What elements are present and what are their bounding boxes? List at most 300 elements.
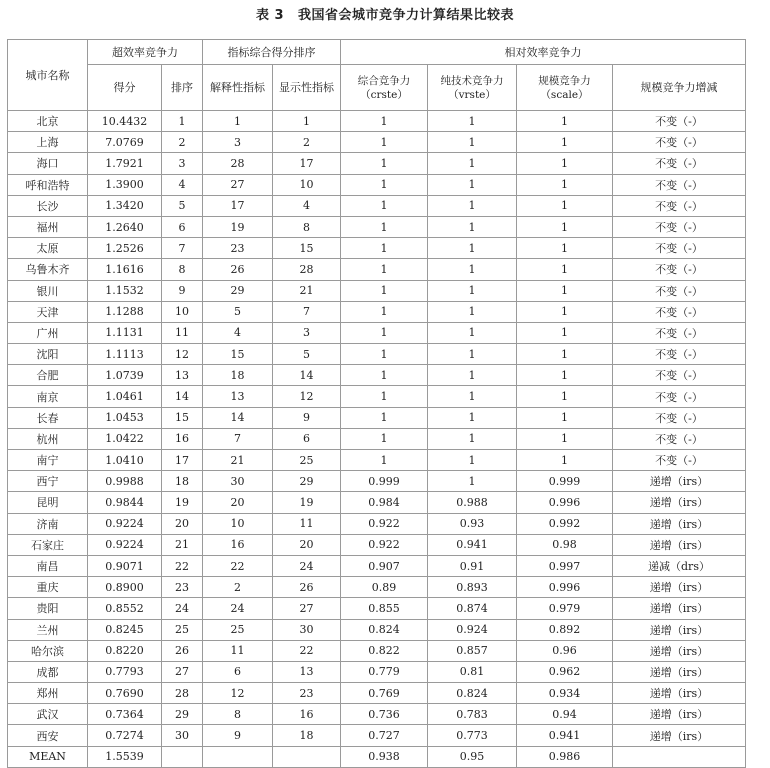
display-rank-cell: 30 (273, 619, 341, 640)
display-rank-cell: 24 (273, 555, 341, 576)
city-cell: 海口 (8, 153, 88, 174)
rank-cell: 23 (162, 577, 203, 598)
rank-cell: 26 (162, 640, 203, 661)
scale-change-cell: 递增（irs） (613, 661, 746, 682)
vrste-cell: 1 (428, 471, 517, 492)
city-cell: 西宁 (8, 471, 88, 492)
score-cell: 1.0410 (88, 450, 162, 471)
vrste-cell: 1 (428, 238, 517, 259)
rank-cell: 28 (162, 683, 203, 704)
display-rank-cell: 18 (273, 725, 341, 746)
scale-change-cell: 不变（-） (613, 428, 746, 449)
table-row (8, 301, 746, 322)
vrste-cell: 1 (428, 428, 517, 449)
display-rank-cell: 10 (273, 174, 341, 195)
table-row (8, 174, 746, 195)
explanatory-rank-cell: 23 (203, 238, 273, 259)
display-rank-cell: 21 (273, 280, 341, 301)
display-rank-cell: 13 (273, 661, 341, 682)
explanatory-rank-cell: 8 (203, 704, 273, 725)
crste-cell: 0.907 (341, 555, 428, 576)
crste-cell: 0.984 (341, 492, 428, 513)
rank-cell: 16 (162, 428, 203, 449)
explanatory-rank-cell: 11 (203, 640, 273, 661)
explanatory-rank-cell: 19 (203, 216, 273, 237)
scale-change-cell: 递减（drs） (613, 555, 746, 576)
table-row (8, 619, 746, 640)
scale-change-cell: 不变（-） (613, 153, 746, 174)
scale-change-cell: 递增（irs） (613, 725, 746, 746)
scale-change-cell (613, 746, 746, 767)
scale-cell: 1 (517, 153, 613, 174)
rank-cell: 21 (162, 534, 203, 555)
table-row (8, 598, 746, 619)
scale-change-cell: 不变（-） (613, 174, 746, 195)
score-cell: 1.0739 (88, 365, 162, 386)
explanatory-rank-cell: 6 (203, 661, 273, 682)
scale-cell: 1 (517, 386, 613, 407)
crste-cell: 1 (341, 259, 428, 280)
city-cell: 石家庄 (8, 534, 88, 555)
crste-cell: 1 (341, 280, 428, 301)
header-scale-change: 规模竞争力增减 (613, 65, 746, 111)
scale-cell: 0.962 (517, 661, 613, 682)
crste-cell: 0.779 (341, 661, 428, 682)
rank-cell: 13 (162, 365, 203, 386)
rank-cell: 30 (162, 725, 203, 746)
crste-cell: 1 (341, 174, 428, 195)
vrste-cell: 1 (428, 301, 517, 322)
explanatory-rank-cell: 3 (203, 132, 273, 153)
table-row (8, 344, 746, 365)
scale-cell: 0.999 (517, 471, 613, 492)
rank-cell: 15 (162, 407, 203, 428)
header-crste-sub: （crste） (360, 88, 408, 101)
table-row (8, 534, 746, 555)
crste-cell: 0.855 (341, 598, 428, 619)
vrste-cell: 1 (428, 153, 517, 174)
explanatory-rank-cell: 14 (203, 407, 273, 428)
scale-cell: 1 (517, 132, 613, 153)
vrste-cell: 1 (428, 386, 517, 407)
city-cell: 南京 (8, 386, 88, 407)
vrste-cell: 0.773 (428, 725, 517, 746)
city-cell: 兰州 (8, 619, 88, 640)
display-rank-cell: 7 (273, 301, 341, 322)
explanatory-rank-cell: 4 (203, 322, 273, 343)
display-rank-cell: 14 (273, 365, 341, 386)
city-cell: 郑州 (8, 683, 88, 704)
score-cell: 0.8220 (88, 640, 162, 661)
scale-change-cell: 不变（-） (613, 132, 746, 153)
scale-change-cell: 不变（-） (613, 365, 746, 386)
scale-change-cell: 不变（-） (613, 238, 746, 259)
table-row (8, 704, 746, 725)
table-row (8, 577, 746, 598)
rank-cell: 4 (162, 174, 203, 195)
scale-cell: 0.94 (517, 704, 613, 725)
display-rank-cell: 23 (273, 683, 341, 704)
scale-change-cell: 递增（irs） (613, 619, 746, 640)
score-cell: 0.9224 (88, 513, 162, 534)
scale-cell: 0.98 (517, 534, 613, 555)
header-group-super-efficiency: 超效率竞争力 (88, 40, 203, 65)
vrste-cell: 1 (428, 322, 517, 343)
rank-cell: 27 (162, 661, 203, 682)
vrste-cell: 1 (428, 195, 517, 216)
rank-cell: 5 (162, 195, 203, 216)
display-rank-cell: 29 (273, 471, 341, 492)
scale-cell: 1 (517, 174, 613, 195)
display-rank-cell: 5 (273, 344, 341, 365)
table-row (8, 450, 746, 471)
vrste-cell: 0.924 (428, 619, 517, 640)
scale-cell: 1 (517, 407, 613, 428)
crste-cell: 1 (341, 111, 428, 132)
scale-change-cell: 递增（irs） (613, 598, 746, 619)
explanatory-rank-cell: 13 (203, 386, 273, 407)
display-rank-cell: 4 (273, 195, 341, 216)
scale-change-cell: 不变（-） (613, 386, 746, 407)
header-crste (341, 65, 428, 111)
score-cell: 1.1131 (88, 322, 162, 343)
table-row (8, 153, 746, 174)
scale-change-cell: 不变（-） (613, 322, 746, 343)
crste-cell: 0.938 (341, 746, 428, 767)
city-cell: 合肥 (8, 365, 88, 386)
header-scale-sub: （scale） (540, 88, 589, 101)
vrste-cell: 0.93 (428, 513, 517, 534)
score-cell: 0.7690 (88, 683, 162, 704)
table-row (8, 492, 746, 513)
city-cell: 西安 (8, 725, 88, 746)
rank-cell: 8 (162, 259, 203, 280)
score-cell: 7.0769 (88, 132, 162, 153)
vrste-cell: 0.91 (428, 555, 517, 576)
scale-cell: 1 (517, 195, 613, 216)
score-cell: 0.7274 (88, 725, 162, 746)
city-cell: 杭州 (8, 428, 88, 449)
explanatory-rank-cell: 27 (203, 174, 273, 195)
table-row (8, 322, 746, 343)
rank-cell (162, 746, 203, 767)
table-header (8, 40, 746, 111)
score-cell: 1.0461 (88, 386, 162, 407)
explanatory-rank-cell: 15 (203, 344, 273, 365)
crste-cell: 1 (341, 344, 428, 365)
header-group-index-ranking: 指标综合得分排序 (203, 40, 341, 65)
crste-cell: 1 (341, 450, 428, 471)
city-cell: MEAN (8, 746, 88, 767)
rank-cell: 29 (162, 704, 203, 725)
scale-cell: 1 (517, 216, 613, 237)
explanatory-rank-cell: 2 (203, 577, 273, 598)
rank-cell: 14 (162, 386, 203, 407)
table-row (8, 428, 746, 449)
crste-cell: 1 (341, 365, 428, 386)
vrste-cell: 0.988 (428, 492, 517, 513)
city-cell: 北京 (8, 111, 88, 132)
city-cell: 太原 (8, 238, 88, 259)
display-rank-cell (273, 746, 341, 767)
display-rank-cell: 25 (273, 450, 341, 471)
score-cell: 1.2526 (88, 238, 162, 259)
explanatory-rank-cell: 21 (203, 450, 273, 471)
rank-cell: 22 (162, 555, 203, 576)
scale-cell: 0.941 (517, 725, 613, 746)
scale-change-cell: 递增（irs） (613, 683, 746, 704)
city-cell: 天津 (8, 301, 88, 322)
header-scale (517, 65, 613, 111)
header-score: 得分 (88, 65, 162, 111)
score-cell: 0.9071 (88, 555, 162, 576)
explanatory-rank-cell: 10 (203, 513, 273, 534)
explanatory-rank-cell: 12 (203, 683, 273, 704)
scale-change-cell: 不变（-） (613, 407, 746, 428)
explanatory-rank-cell: 24 (203, 598, 273, 619)
vrste-cell: 1 (428, 280, 517, 301)
header-explanatory: 解释性指标 (203, 65, 273, 111)
city-cell: 银川 (8, 280, 88, 301)
display-rank-cell: 26 (273, 577, 341, 598)
vrste-cell: 0.893 (428, 577, 517, 598)
competitiveness-table (7, 39, 746, 768)
vrste-cell: 1 (428, 407, 517, 428)
scale-change-cell: 递增（irs） (613, 513, 746, 534)
scale-cell: 1 (517, 111, 613, 132)
score-cell: 1.0453 (88, 407, 162, 428)
city-cell: 福州 (8, 216, 88, 237)
scale-change-cell: 不变（-） (613, 216, 746, 237)
crste-cell: 1 (341, 386, 428, 407)
score-cell: 1.1113 (88, 344, 162, 365)
display-rank-cell: 16 (273, 704, 341, 725)
scale-change-cell: 递增（irs） (613, 471, 746, 492)
rank-cell: 6 (162, 216, 203, 237)
header-crste-main: 综合竞争力 (357, 74, 411, 87)
score-cell: 0.7793 (88, 661, 162, 682)
scale-cell: 1 (517, 450, 613, 471)
table-row (8, 386, 746, 407)
explanatory-rank-cell: 1 (203, 111, 273, 132)
scale-cell: 1 (517, 301, 613, 322)
scale-change-cell: 不变（-） (613, 259, 746, 280)
score-cell: 0.9224 (88, 534, 162, 555)
score-cell: 0.8245 (88, 619, 162, 640)
display-rank-cell: 9 (273, 407, 341, 428)
scale-change-cell: 不变（-） (613, 111, 746, 132)
city-cell: 成都 (8, 661, 88, 682)
header-rank: 排序 (162, 65, 203, 111)
crste-cell: 0.922 (341, 534, 428, 555)
scale-change-cell: 递增（irs） (613, 704, 746, 725)
crste-cell: 1 (341, 195, 428, 216)
crste-cell: 1 (341, 301, 428, 322)
table-row (8, 471, 746, 492)
scale-cell: 0.996 (517, 577, 613, 598)
explanatory-rank-cell: 29 (203, 280, 273, 301)
crste-cell: 0.89 (341, 577, 428, 598)
explanatory-rank-cell (203, 746, 273, 767)
scale-cell: 1 (517, 259, 613, 280)
rank-cell: 12 (162, 344, 203, 365)
rank-cell: 7 (162, 238, 203, 259)
table-row (8, 725, 746, 746)
vrste-cell: 1 (428, 344, 517, 365)
vrste-cell: 1 (428, 174, 517, 195)
crste-cell: 1 (341, 153, 428, 174)
explanatory-rank-cell: 30 (203, 471, 273, 492)
explanatory-rank-cell: 16 (203, 534, 273, 555)
scale-cell: 0.96 (517, 640, 613, 661)
vrste-cell: 1 (428, 450, 517, 471)
explanatory-rank-cell: 7 (203, 428, 273, 449)
scale-cell: 0.996 (517, 492, 613, 513)
score-cell: 1.0422 (88, 428, 162, 449)
city-cell: 南宁 (8, 450, 88, 471)
crste-cell: 1 (341, 428, 428, 449)
scale-cell: 1 (517, 428, 613, 449)
crste-cell: 1 (341, 132, 428, 153)
table-row (8, 683, 746, 704)
crste-cell: 1 (341, 407, 428, 428)
table-row (8, 746, 746, 767)
scale-change-cell: 递增（irs） (613, 534, 746, 555)
scale-cell: 0.934 (517, 683, 613, 704)
vrste-cell: 0.824 (428, 683, 517, 704)
header-vrste-sub: （vrste） (448, 88, 496, 101)
score-cell: 0.8552 (88, 598, 162, 619)
rank-cell: 24 (162, 598, 203, 619)
scale-change-cell: 递增（irs） (613, 640, 746, 661)
display-rank-cell: 15 (273, 238, 341, 259)
crste-cell: 0.999 (341, 471, 428, 492)
scale-cell: 1 (517, 280, 613, 301)
table-row (8, 407, 746, 428)
explanatory-rank-cell: 9 (203, 725, 273, 746)
rank-cell: 3 (162, 153, 203, 174)
scale-change-cell: 不变（-） (613, 195, 746, 216)
table-row (8, 216, 746, 237)
crste-cell: 0.736 (341, 704, 428, 725)
rank-cell: 10 (162, 301, 203, 322)
table-row (8, 280, 746, 301)
rank-cell: 11 (162, 322, 203, 343)
crste-cell: 0.922 (341, 513, 428, 534)
display-rank-cell: 3 (273, 322, 341, 343)
score-cell: 1.7921 (88, 153, 162, 174)
explanatory-rank-cell: 5 (203, 301, 273, 322)
explanatory-rank-cell: 17 (203, 195, 273, 216)
vrste-cell: 0.81 (428, 661, 517, 682)
scale-cell: 0.892 (517, 619, 613, 640)
table-row (8, 238, 746, 259)
display-rank-cell: 6 (273, 428, 341, 449)
city-cell: 乌鲁木齐 (8, 259, 88, 280)
scale-change-cell: 不变（-） (613, 280, 746, 301)
table-row (8, 365, 746, 386)
vrste-cell: 1 (428, 365, 517, 386)
rank-cell: 18 (162, 471, 203, 492)
city-cell: 重庆 (8, 577, 88, 598)
table-row (8, 195, 746, 216)
vrste-cell: 0.857 (428, 640, 517, 661)
scale-change-cell: 递增（irs） (613, 492, 746, 513)
vrste-cell: 0.874 (428, 598, 517, 619)
explanatory-rank-cell: 28 (203, 153, 273, 174)
city-cell: 哈尔滨 (8, 640, 88, 661)
table-row (8, 513, 746, 534)
table-row (8, 661, 746, 682)
vrste-cell: 1 (428, 132, 517, 153)
score-cell: 0.7364 (88, 704, 162, 725)
header-vrste-main: 纯技术竞争力 (440, 74, 504, 87)
display-rank-cell: 28 (273, 259, 341, 280)
display-rank-cell: 8 (273, 216, 341, 237)
table-row (8, 132, 746, 153)
explanatory-rank-cell: 20 (203, 492, 273, 513)
city-cell: 广州 (8, 322, 88, 343)
explanatory-rank-cell: 18 (203, 365, 273, 386)
display-rank-cell: 27 (273, 598, 341, 619)
city-cell: 长春 (8, 407, 88, 428)
scale-cell: 1 (517, 344, 613, 365)
rank-cell: 1 (162, 111, 203, 132)
table-number: 表 3 (255, 8, 285, 23)
display-rank-cell: 2 (273, 132, 341, 153)
scale-cell: 0.997 (517, 555, 613, 576)
vrste-cell: 1 (428, 111, 517, 132)
scale-cell: 1 (517, 322, 613, 343)
header-display: 显示性指标 (273, 65, 341, 111)
table-row (8, 640, 746, 661)
table-row (8, 555, 746, 576)
table-title: 我国省会城市竞争力计算结果比较表 (298, 8, 515, 23)
crste-cell: 1 (341, 216, 428, 237)
rank-cell: 20 (162, 513, 203, 534)
rank-cell: 2 (162, 132, 203, 153)
scale-change-cell: 不变（-） (613, 450, 746, 471)
crste-cell: 1 (341, 238, 428, 259)
city-cell: 沈阳 (8, 344, 88, 365)
city-cell: 呼和浩特 (8, 174, 88, 195)
scale-cell: 0.992 (517, 513, 613, 534)
city-cell: 贵阳 (8, 598, 88, 619)
scale-cell: 1 (517, 238, 613, 259)
table-row (8, 111, 746, 132)
explanatory-rank-cell: 26 (203, 259, 273, 280)
rank-cell: 25 (162, 619, 203, 640)
header-group-relative-efficiency: 相对效率竞争力 (341, 40, 746, 65)
crste-cell: 0.822 (341, 640, 428, 661)
score-cell: 1.1532 (88, 280, 162, 301)
crste-cell: 1 (341, 322, 428, 343)
display-rank-cell: 20 (273, 534, 341, 555)
table-body (8, 111, 746, 768)
rank-cell: 9 (162, 280, 203, 301)
score-cell: 0.9844 (88, 492, 162, 513)
scale-cell: 0.979 (517, 598, 613, 619)
display-rank-cell: 17 (273, 153, 341, 174)
score-cell: 10.4432 (88, 111, 162, 132)
table-caption (0, 4, 770, 23)
score-cell: 1.2640 (88, 216, 162, 237)
display-rank-cell: 11 (273, 513, 341, 534)
scale-cell: 0.986 (517, 746, 613, 767)
display-rank-cell: 12 (273, 386, 341, 407)
display-rank-cell: 19 (273, 492, 341, 513)
scale-cell: 1 (517, 365, 613, 386)
